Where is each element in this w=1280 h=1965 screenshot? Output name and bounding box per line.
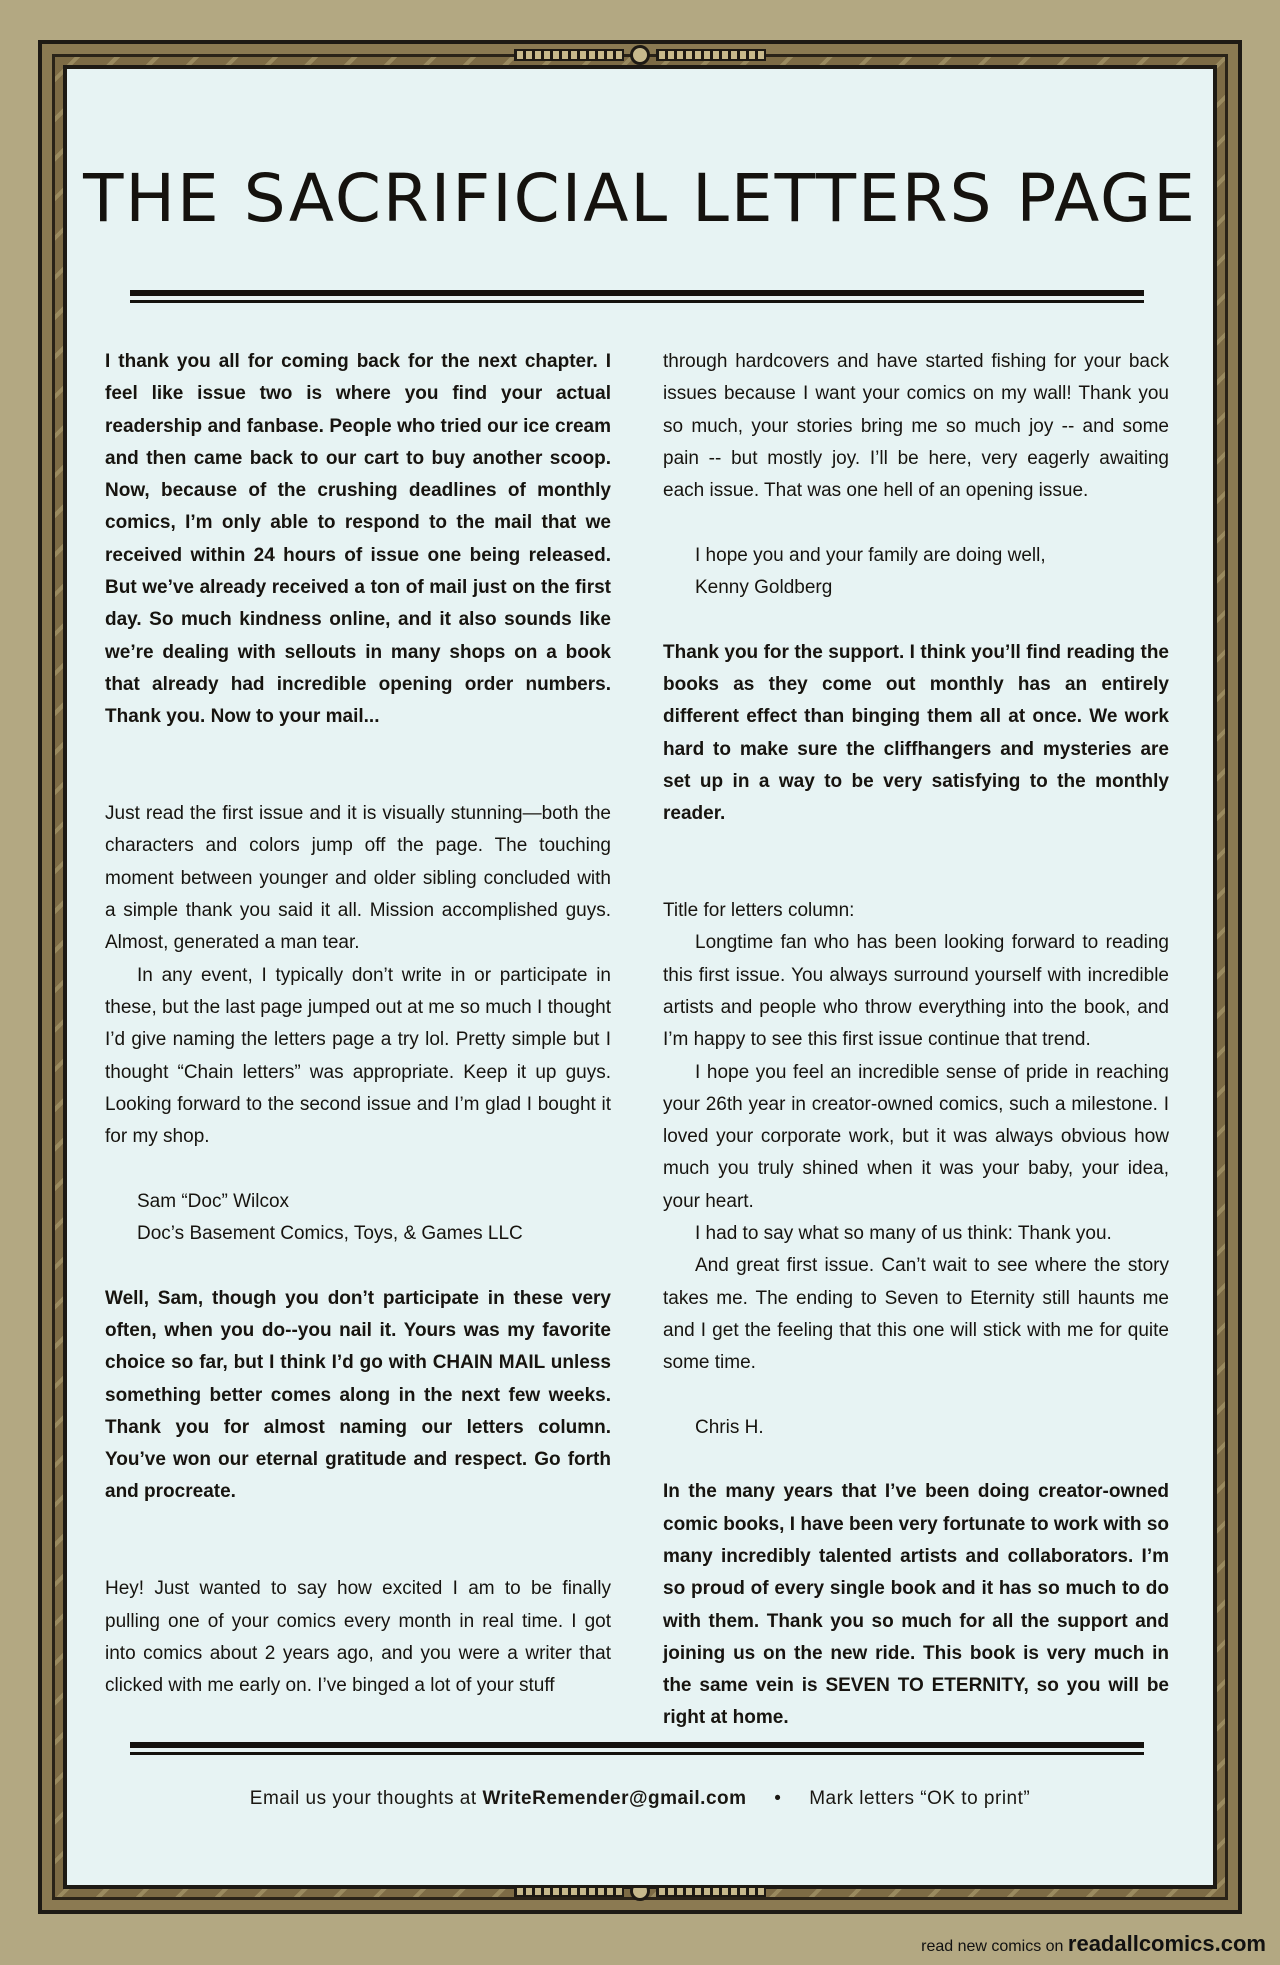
right-column [663,346,1169,1735]
letter-paragraph: In any event, I typically don’t write in or participate in these, but the last page jumped out at me so much I thought I’d give naming the letters page a try lol. Pretty simple but I thought “Chain letters” was appropriate. Keep it up guys. Looking forward to the second issue and I’m glad I bought it for my shop. [105,964,611,1148]
editor-intro: I thank you all for coming back for the next chapter. I feel like issue two is where you find your actual readership and fanbase. People who tried our ice cream and then came back to our cart to buy another scoop. Now, because of the crushing deadlines of monthly comics, I’m only able to respond to the mail that we received within 24 hours of issue one being released. But we’ve already received a ton of mail just on the first day. So much kindness online, and it also sounds like we’re dealing with sellouts in many shops on a book that already had incredible opening order numbers. Thank you. Now to your mail... [105,351,611,728]
letter-paragraph: Longtime fan who has been looking forward to reading this first issue. You always surround yourself with incredible artists and people who throw everything into the book, and I’m happy to see this first issue continue that trend. [663,932,1169,1051]
letter-paragraph: Title for letters column: [663,900,855,922]
letter-signature: Sam “Doc” Wilcox [137,1190,290,1212]
contact-footer [0,1788,1280,1810]
top-divider [130,290,1144,296]
letter-paragraph: I hope you feel an incredible sense of pride in reaching your 26th year in creator-owned comics, such a milestone. I loved your corporate work, but it was always obvious how much you truly shined when it was your baby, your idea, your heart. [663,1061,1169,1212]
editor-response: Well, Sam, though you don’t participate in these very often, when you do--you nail it. Yours was my favorite choice so far, but I think I’d go with CHAIN MAIL unless something better comes along in the next few weeks. Thank you for almost naming our letters column. You’ve won our eternal gratitude and respect. Go forth and procreate. [105,1287,611,1503]
email-address[interactable]: WriteRemender@gmail.com [482,1788,747,1809]
page-title: THE SACRIFICIAL LETTERS PAGE [83,160,1197,237]
editor-response: Thank you for the support. I think you’ll find reading the books as they come out monthly has an entirely different effect than binging them all at once. We work hard to make sure the cliffhangers and mysteries are set up in a way to be very satisfying to the monthly reader. [663,641,1169,825]
letter-paragraph: Hey! Just wanted to say how excited I am to be finally pulling one of your comics every month in real time. I got into comics about 2 years ago, and you were a writer that clicked with me early on. I’ve binged a lot of your stuff [105,1578,611,1697]
letter-signature: Kenny Goldberg [695,577,833,599]
letter-paragraph: I had to say what so many of us think: Thank you. [695,1223,1112,1245]
credit-prefix: read new comics on [921,1938,1064,1955]
footer-prefix: Email us your thoughts at [249,1788,477,1809]
top-ornament-icon [490,44,790,66]
letter-signature: Doc’s Basement Comics, Toys, & Games LLC [137,1223,523,1245]
letter-signature: Chris H. [695,1416,764,1438]
letter-paragraph: And great first issue. Can’t wait to see where the story takes me. The ending to Seven to Eternity still haunts me and I get the feeling that this one will stick with me for quite some time. [663,1255,1169,1374]
letter-paragraph: through hardcovers and have started fishing for your back issues because I want your comics on my wall! Thank you so much, your stories bring me so much joy -- and some pain -- but mostly joy. I’ll be here, very eagerly awaiting each issue. That was one hell of an opening issue. [663,351,1169,502]
left-column [105,346,611,1702]
credit-site-link[interactable]: readallcomics.com [1067,1931,1266,1956]
editor-response: In the many years that I’ve been doing creator-owned comic books, I have been very fortunate to work with so many incredibly talented artists and collaborators. I’m so proud of every single book and it has so much to do with them. Thank you so much for all the support and joining us on the new ride. This book is very much in the same vein is SEVEN TO ETERNITY, so you will be right at home. [663,1481,1169,1729]
footer-bullet: • [774,1788,782,1809]
footer-note: Mark letters “OK to print” [809,1788,1031,1809]
letter-signature: I hope you and your family are doing well, [695,544,1046,566]
letter-paragraph: Just read the first issue and it is visually stunning—both the characters and colors jump off the page. The touching moment between younger and older sibling concluded with a simple thank you said it all. Mission accomplished guys. Almost, generated a man tear. [105,803,611,954]
site-credit [921,1931,1266,1957]
bottom-divider [130,1742,1144,1748]
